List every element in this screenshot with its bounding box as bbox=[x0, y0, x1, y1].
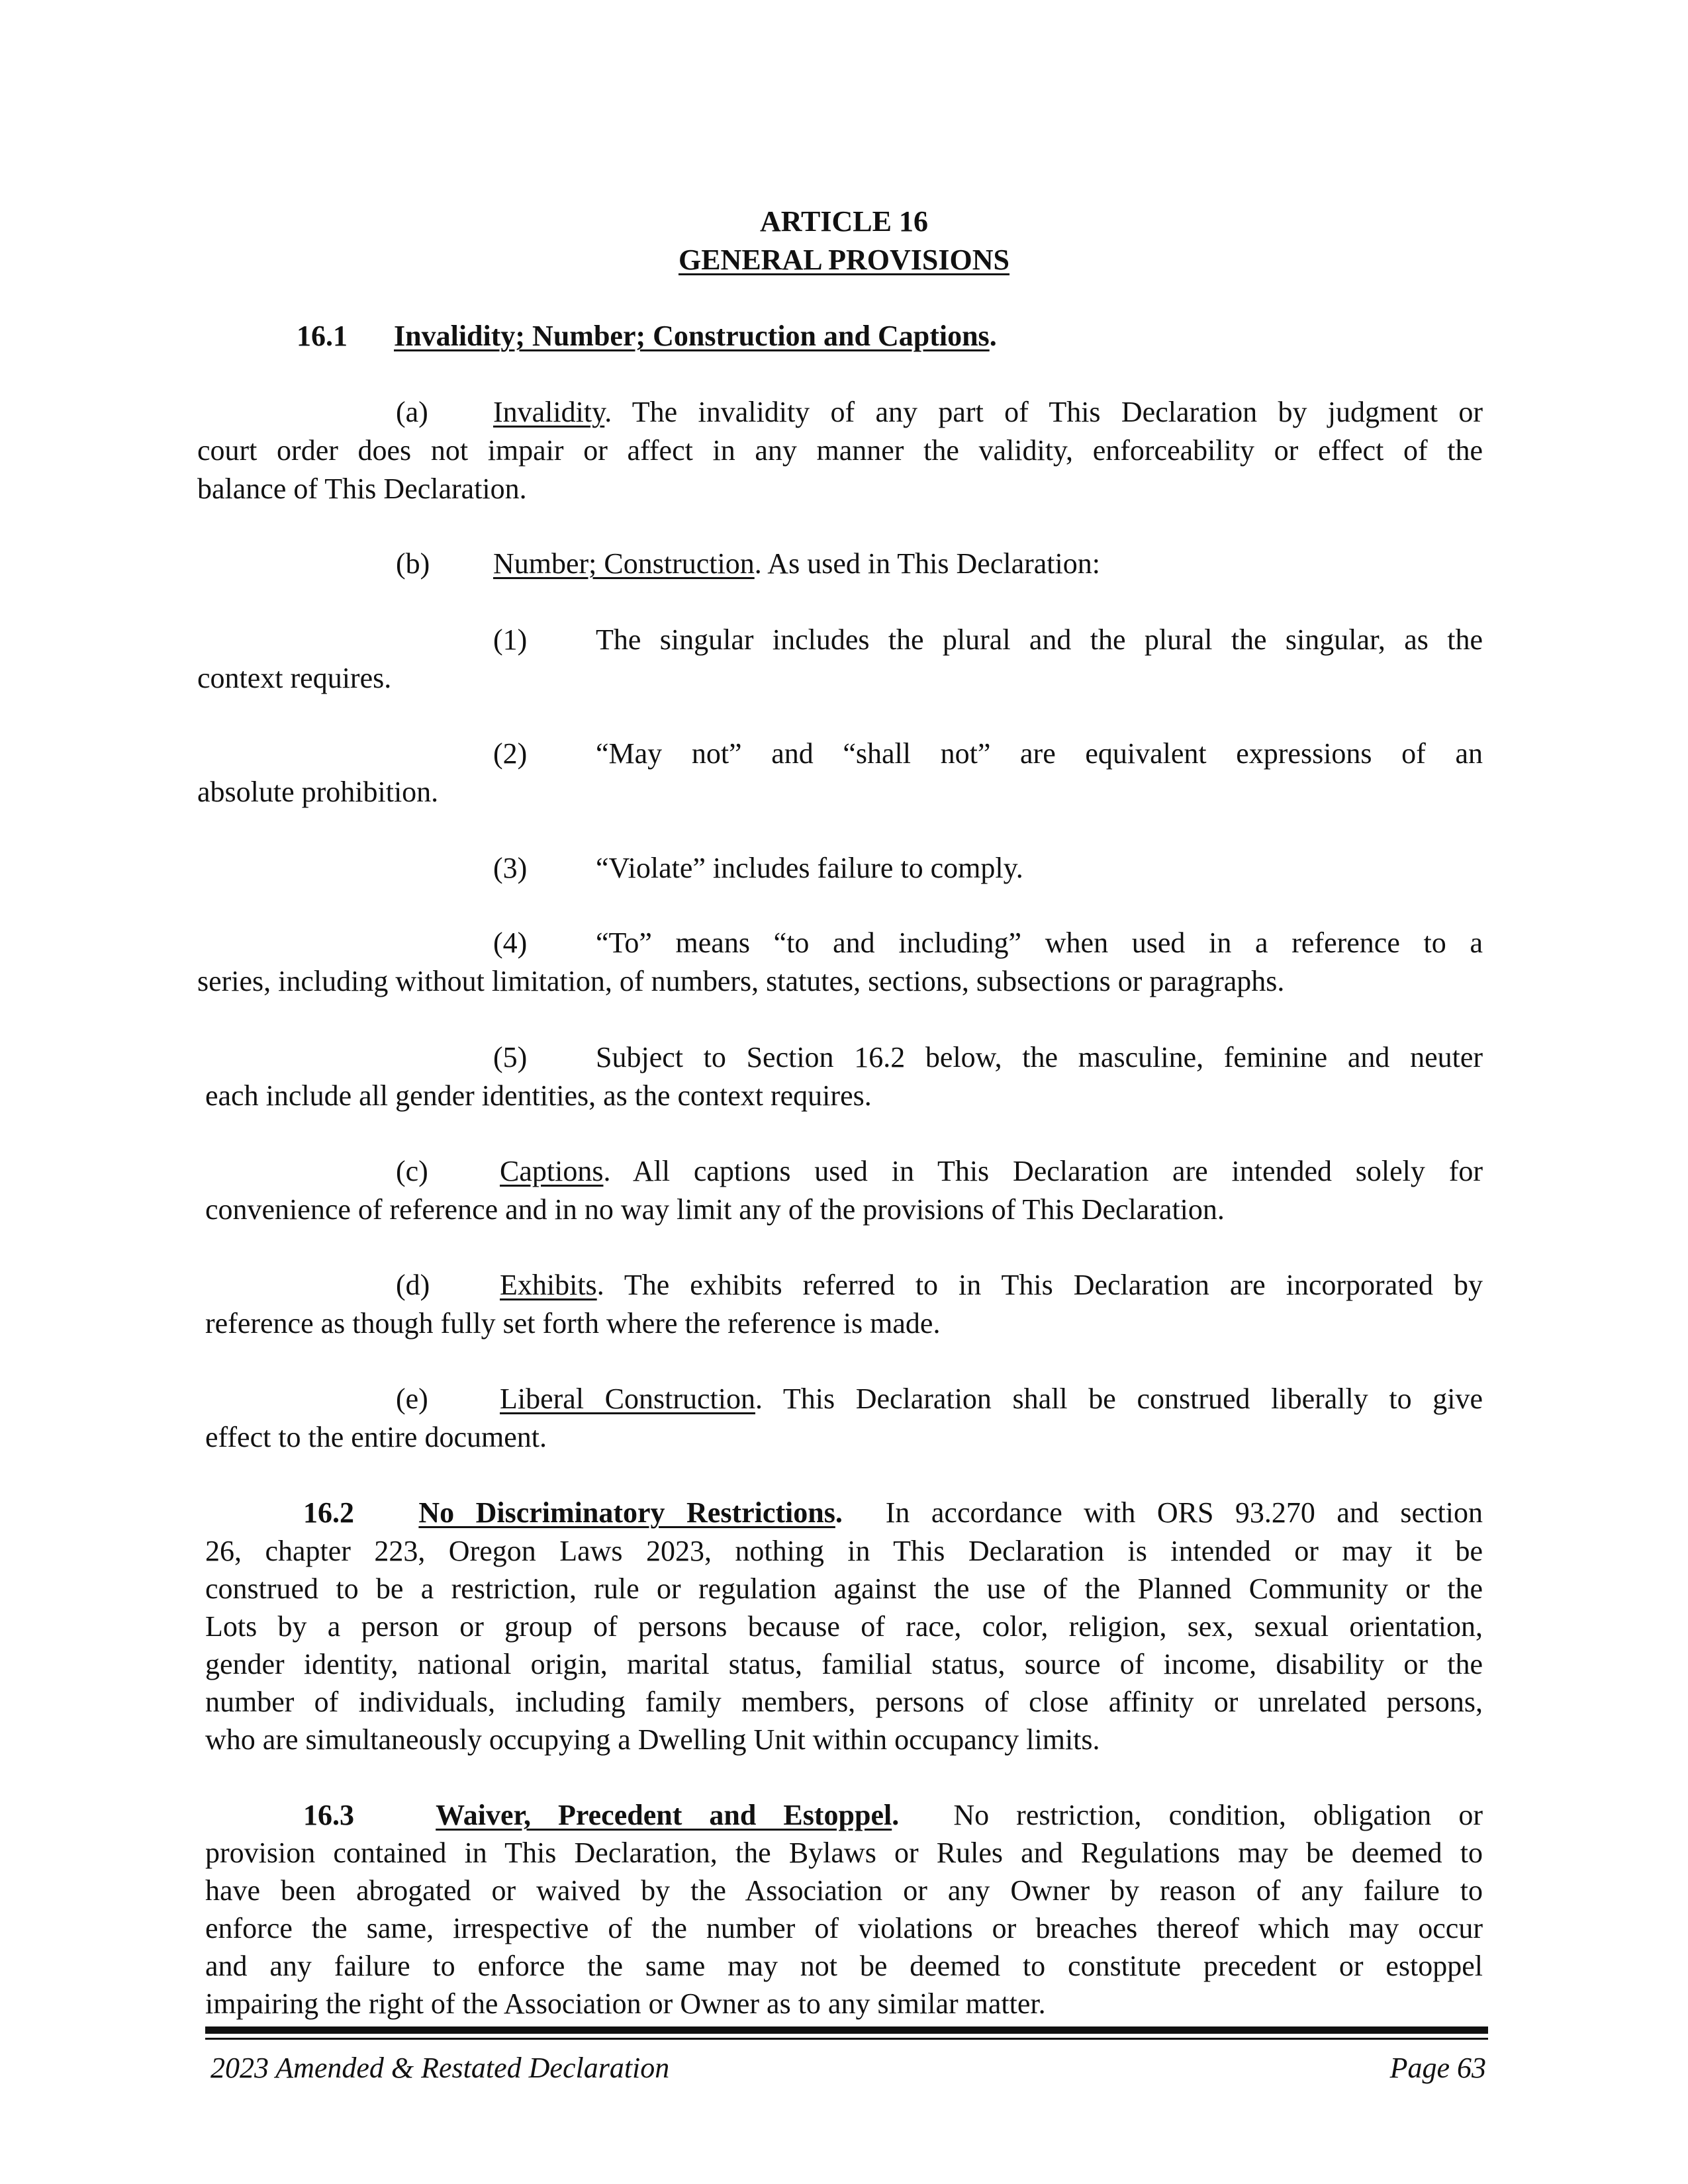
item-a-line-1: Invalidity. The invalidity of any part of This Declaration by judgment or bbox=[493, 396, 1483, 428]
subitem-4-line-1: “To” means “to and including” when used in a reference to a bbox=[596, 927, 1483, 959]
section-16-3-line-4: enforce the same, irrespective of the number of violations or breaches thereof which may occur bbox=[205, 1912, 1483, 1944]
section-16-3-line-3: have been abrogated or waived by the Association or any Owner by reason of any failure to bbox=[205, 1874, 1483, 1907]
item-d-label: (d) bbox=[396, 1269, 430, 1301]
subitem-4-line-2: series, including without limitation, of numbers, statutes, sections, subsections or paragraphs. bbox=[197, 965, 1285, 997]
section-16-3-line-1: 16.3 Waiver, Precedent and Estoppel. No restriction, condition, obligation or bbox=[303, 1799, 1483, 1831]
subitem-4-label: (4) bbox=[493, 927, 528, 959]
section-16-1-number: 16.1 bbox=[297, 320, 348, 352]
subitem-2-label: (2) bbox=[493, 737, 528, 770]
section-16-2-line-5: gender identity, national origin, marital status, familial status, source of income, disability or the bbox=[205, 1648, 1483, 1680]
item-e-line-1: Liberal Construction. This Declaration shall be construed liberally to give bbox=[500, 1383, 1483, 1415]
item-a-label: (a) bbox=[396, 396, 428, 428]
section-16-3-number: 16.3 bbox=[303, 1799, 354, 1831]
section-16-2-line-4: Lots by a person or group of persons because of race, color, religion, sex, sexual orientation, bbox=[205, 1610, 1483, 1643]
item-c-line-1: Captions. All captions used in This Declaration are intended solely for bbox=[500, 1155, 1483, 1187]
item-c-line-2: convenience of reference and in no way limit any of the provisions of This Declaration. bbox=[205, 1193, 1225, 1226]
section-16-2-title: No Discriminatory Restrictions bbox=[418, 1496, 835, 1529]
subitem-5-label: (5) bbox=[493, 1041, 528, 1073]
article-number: ARTICLE 16 bbox=[760, 205, 928, 238]
section-16-2-line-6: number of individuals, including family members, persons of close affinity or unrelated persons, bbox=[205, 1686, 1483, 1718]
subitem-1-line-1: The singular includes the plural and the plural the singular, as the bbox=[596, 623, 1483, 656]
subitem-1-line-2: context requires. bbox=[197, 662, 392, 694]
item-d-line-1: Exhibits. The exhibits referred to in This Declaration are incorporated by bbox=[500, 1269, 1483, 1301]
item-d-line-2: reference as though fully set forth where the reference is made. bbox=[205, 1307, 941, 1340]
subitem-3-label: (3) bbox=[493, 852, 528, 884]
section-16-2-line-7: who are simultaneously occupying a Dwelling Unit within occupancy limits. bbox=[205, 1723, 1100, 1756]
section-16-2-line-2: 26, chapter 223, Oregon Laws 2023, nothing in This Declaration is intended or may it be bbox=[205, 1535, 1483, 1567]
section-16-3-line-5: and any failure to enforce the same may not be deemed to constitute precedent or estoppel bbox=[205, 1950, 1483, 1982]
section-16-3-title: Waiver, Precedent and Estoppel bbox=[436, 1799, 892, 1831]
subitem-1-label: (1) bbox=[493, 623, 528, 656]
item-b-label: (b) bbox=[396, 547, 430, 580]
section-16-3-line-6: impairing the right of the Association or Owner as to any similar matter. bbox=[205, 1987, 1046, 2020]
subitem-3-line-1: “Violate” includes failure to comply. bbox=[596, 852, 1023, 884]
article-title bbox=[0, 241, 1688, 279]
footer-rule-thin bbox=[205, 2038, 1488, 2040]
subitem-2-line-1: “May not” and “shall not” are equivalent expressions of an bbox=[596, 737, 1483, 770]
subitem-5-line-1: Subject to Section 16.2 below, the masculine, feminine and neuter bbox=[596, 1041, 1483, 1073]
item-a-line-3: balance of This Declaration. bbox=[197, 473, 527, 505]
item-e-line-2: effect to the entire document. bbox=[205, 1421, 547, 1453]
section-16-2-line-3: construed to be a restriction, rule or regulation against the use of the Planned Community or the bbox=[205, 1572, 1483, 1605]
subitem-2-line-2: absolute prohibition. bbox=[197, 776, 439, 808]
item-b-line-1: Number; Construction. As used in This Declaration: bbox=[493, 547, 1100, 580]
footer-title: 2023 Amended & Restated Declaration bbox=[211, 2052, 670, 2084]
page-number: Page 63 bbox=[1389, 2052, 1486, 2084]
section-16-2-number: 16.2 bbox=[303, 1496, 354, 1529]
article-title-text: GENERAL PROVISIONS bbox=[678, 244, 1009, 276]
item-c-title: Captions bbox=[500, 1155, 604, 1187]
item-a-line-2: court order does not impair or affect in any manner the validity, enforceability or effect of the bbox=[197, 434, 1483, 467]
item-b-title: Number; Construction bbox=[493, 547, 755, 580]
section-16-3-line-2: provision contained in This Declaration, the Bylaws or Rules and Regulations may be deemed to bbox=[205, 1837, 1483, 1869]
item-a-title: Invalidity bbox=[493, 396, 605, 428]
item-c-label: (c) bbox=[396, 1155, 428, 1187]
section-16-1-title: Invalidity; Number; Construction and Captions bbox=[394, 320, 990, 352]
subitem-5-line-2: each include all gender identities, as the context requires. bbox=[205, 1079, 872, 1112]
section-16-2-line-1: 16.2 No Discriminatory Restrictions. In accordance with ORS 93.270 and section bbox=[303, 1496, 1483, 1529]
footer-rule-thick bbox=[205, 2026, 1488, 2034]
item-e-title: Liberal Construction bbox=[500, 1383, 755, 1415]
section-16-1-heading: Invalidity; Number; Construction and Captions. bbox=[394, 320, 997, 352]
item-d-title: Exhibits bbox=[500, 1269, 597, 1301]
item-e-label: (e) bbox=[396, 1383, 428, 1415]
